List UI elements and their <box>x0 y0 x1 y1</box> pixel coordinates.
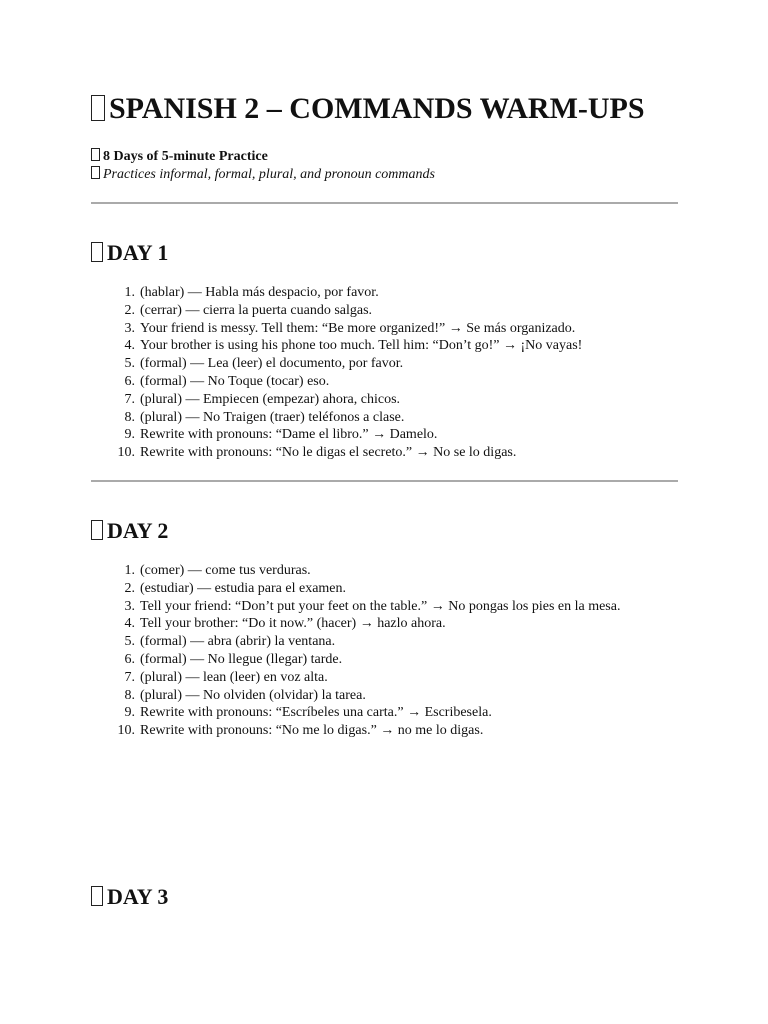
divider <box>91 480 678 482</box>
item-text: (plural) — No Traigen (traer) teléfonos a clase. <box>140 409 405 425</box>
description-text: Practices informal, formal, plural, and pronoun commands <box>103 167 435 182</box>
list-item <box>100 391 582 409</box>
divider <box>91 202 678 204</box>
list-item <box>100 633 620 651</box>
item-text: Rewrite with pronouns: “No me lo digas.” → no me lo digas. <box>140 723 484 739</box>
item-number: 5. <box>124 356 135 372</box>
day-1-exercise-list <box>100 284 582 462</box>
item-number: 10. <box>117 445 135 461</box>
item-text: Tell your friend: “Don’t put your feet on the table.” → No pongas los pies en la mesa. <box>140 598 621 614</box>
list-item <box>100 704 620 722</box>
list-item <box>100 651 620 669</box>
list-item <box>100 373 582 391</box>
item-text: (formal) — abra (abrir) la ventana. <box>140 634 336 650</box>
list-item <box>100 722 620 740</box>
item-number: 8. <box>124 687 135 703</box>
description <box>91 166 435 183</box>
list-item <box>100 444 582 462</box>
item-text: Tell your brother: “Do it now.” (hacer) → hazlo ahora. <box>140 616 446 632</box>
list-item <box>100 580 620 598</box>
item-number: 9. <box>124 427 135 443</box>
item-text: Your friend is messy. Tell them: “Be more organized!” → Se más organizado. <box>140 320 576 336</box>
missing-glyph-icon <box>91 166 100 179</box>
item-number: 6. <box>124 373 135 389</box>
item-number: 2. <box>124 580 135 596</box>
item-text: (cerrar) — cierra la puerta cuando salgas. <box>140 302 373 318</box>
item-number: 8. <box>124 409 135 425</box>
day-heading-3 <box>91 884 168 910</box>
item-text: Rewrite with pronouns: “Dame el libro.” → Damelo. <box>140 427 438 443</box>
item-number: 1. <box>124 285 135 300</box>
list-item <box>100 615 620 633</box>
list-item <box>100 426 582 444</box>
item-number: 3. <box>124 598 135 614</box>
item-number: 4. <box>124 616 135 632</box>
day-heading-text: DAY 3 <box>107 884 169 909</box>
item-text: Your brother is using his phone too much. Tell him: “Don’t go!” → ¡No vayas! <box>140 338 583 354</box>
item-text: (plural) — No olviden (olvidar) la tarea. <box>140 687 366 703</box>
list-item <box>100 562 620 580</box>
item-text: (comer) — come tus verduras. <box>140 563 311 578</box>
missing-glyph-icon <box>91 242 103 262</box>
day-2-exercise-list <box>100 562 620 740</box>
item-text: (formal) — No llegue (llegar) tarde. <box>140 651 343 667</box>
missing-glyph-icon <box>91 148 100 161</box>
item-number: 4. <box>124 338 135 354</box>
item-number: 10. <box>117 723 135 739</box>
day-heading-1 <box>91 240 168 266</box>
day-heading-text: DAY 1 <box>107 240 169 265</box>
item-number: 1. <box>124 563 135 578</box>
item-text: Rewrite with pronouns: “Escríbeles una carta.” → Escribesela. <box>140 705 492 721</box>
missing-glyph-icon <box>91 95 105 121</box>
page-title <box>91 92 645 126</box>
item-number: 2. <box>124 302 135 318</box>
subtitle-text: 8 Days of 5-minute Practice <box>103 149 268 164</box>
item-number: 7. <box>124 391 135 407</box>
list-item <box>100 409 582 427</box>
item-text: (formal) — Lea (leer) el documento, por favor. <box>140 356 404 372</box>
item-text: Rewrite with pronouns: “No le digas el secreto.” → No se lo digas. <box>140 445 517 461</box>
list-item <box>100 355 582 373</box>
list-item <box>100 598 620 616</box>
item-number: 6. <box>124 651 135 667</box>
item-number: 9. <box>124 705 135 721</box>
item-text: (plural) — Empiecen (empezar) ahora, chicos. <box>140 391 401 407</box>
list-item <box>100 337 582 355</box>
item-text: (estudiar) — estudia para el examen. <box>140 580 347 596</box>
list-item <box>100 302 582 320</box>
item-text: (hablar) — Habla más despacio, por favor. <box>140 285 379 300</box>
missing-glyph-icon <box>91 886 103 906</box>
page-title-text: SPANISH 2 – COMMANDS WARM-UPS <box>109 92 645 125</box>
item-number: 3. <box>124 320 135 336</box>
day-heading-text: DAY 2 <box>107 518 169 543</box>
list-item <box>100 669 620 687</box>
item-text: (formal) — No Toque (tocar) eso. <box>140 373 330 389</box>
list-item <box>100 320 582 338</box>
missing-glyph-icon <box>91 520 103 540</box>
subtitle <box>91 148 268 165</box>
list-item <box>100 687 620 705</box>
item-text: (plural) — lean (leer) en voz alta. <box>140 669 328 685</box>
list-item <box>100 284 582 302</box>
item-number: 7. <box>124 669 135 685</box>
day-heading-2 <box>91 518 168 544</box>
item-number: 5. <box>124 634 135 650</box>
